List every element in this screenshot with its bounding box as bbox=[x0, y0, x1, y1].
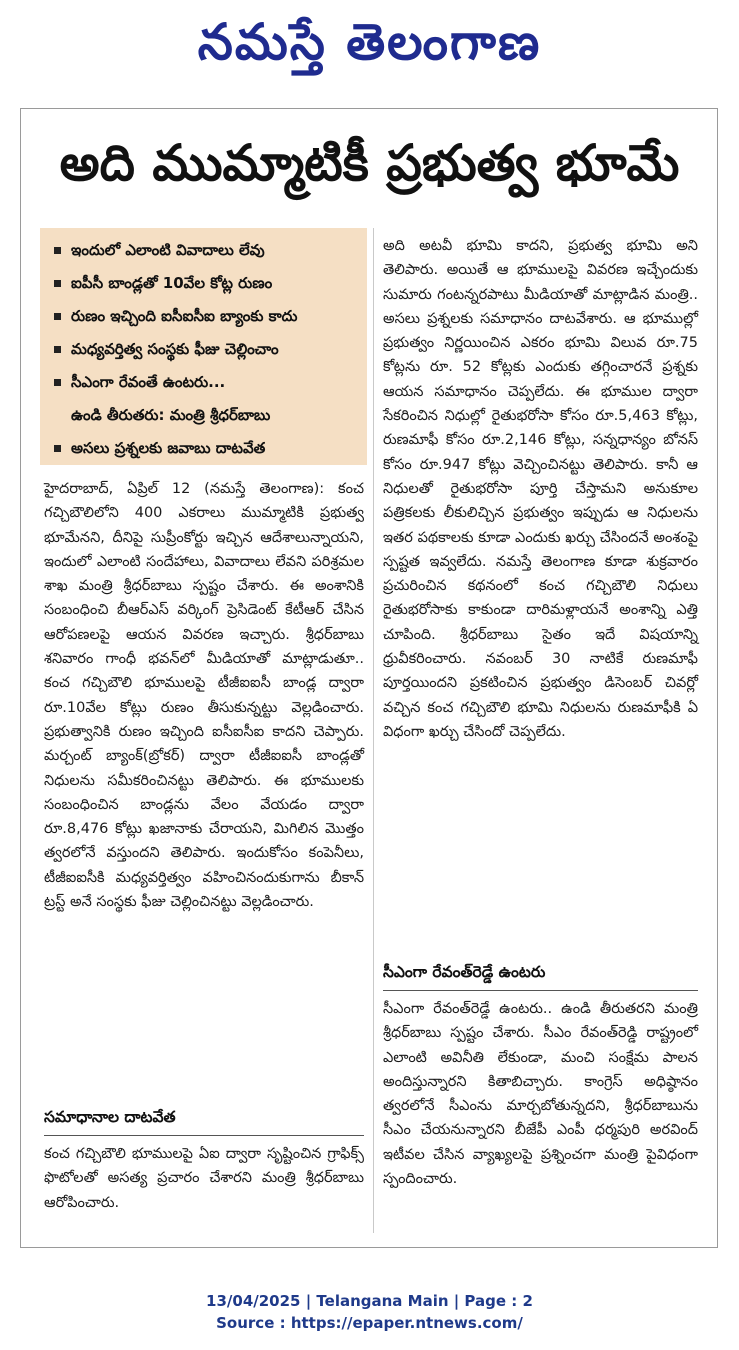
bullet-icon bbox=[54, 313, 61, 320]
right-column-subsection bbox=[383, 958, 698, 1191]
highlight-item: ఐపీసీ బాండ్లతో 10వేల కోట్ల రుణం bbox=[54, 267, 357, 300]
sub2-body-paragraph: సీఎంగా రేవంత్‌రెడ్డే ఉంటరు.. ఉండి తీరుతరని మంత్రి శ్రీధర్‌బాబు స్పష్టం చేశారు. సీఎం రేవంత్‌రెడ్డి రాష్ట్రంలో ఎలాంటి అవినీతి లేకుండా, మంచి సంక్షేమ పాలన అందిస్తున్నారని కితాబిచ్చారు. కాంగ్రెస్ అధిష్ఠానం త్వరలోనే సీఎంను మార్చబోతున్నదని, శ్రీధర్‌బాబును సీఎం చేయనున్నారని బీజేపీ ఎంపీ ధర్మపురి అరవింద్ ఇటీవల చేసిన వ్యాఖ్యలపై ప్రశ్నించగా మంత్రి పైవిధంగా స్పందించారు. bbox=[383, 1001, 698, 1188]
highlight-item: రుణం ఇచ్చింది ఐసీఐసీఐ బ్యాంకు కాదు bbox=[54, 300, 357, 333]
highlight-item: సీఎంగా రేవంతే ఉంటరు... bbox=[54, 366, 357, 399]
article-headline: అది ముమ్మాటికీ ప్రభుత్వ భూమే bbox=[59, 134, 680, 192]
newspaper-masthead: నమస్తే తెలంగాణ bbox=[197, 13, 542, 71]
footer-date-edition: 13/04/2025 | Telangana Main | Page : 2 bbox=[206, 1292, 533, 1310]
bullet-icon bbox=[54, 280, 61, 287]
highlight-item-continuation: ఉండి తీరుతరు: మంత్రి శ్రీధర్‌బాబు bbox=[71, 406, 271, 424]
highlights-box bbox=[40, 228, 367, 465]
highlight-item: అసలు ప్రశ్నలకు జవాబు దాటవేత bbox=[54, 432, 357, 465]
right-body-paragraph: అది అటవీ భూమి కాదని, ప్రభుత్వ భూమి అని తెలిపారు. అయితే ఆ భూములపై వివరణ ఇచ్చేందుకు సుమారు గంటన్నరపాటు మీడియాతో మాట్లాడిన మంత్రి.. అసలు ప్రశ్నలకు సమాధానం దాటవేశారు. ఆ భూముల్లో ప్రభుత్వం నిర్ణయించిన ఎకరం భూమి విలువ రూ.75 కోట్లను రూ. 52 కోట్లకు ఎందుకు తగ్గించారనే ప్రశ్నకు ఆయన సమాధానం చెప్పలేదు. ఈ భూముల ద్వారా సేకరించిన నిధుల్లో రైతుభరోసా కోసం రూ.5,463 కోట్లు, రుణమాఫీ కోసం రూ.2,146 కోట్లు, సన్నధాన్యం బోనస్ కోసం రూ.947 కోట్లు వెచ్చించినట్టు తెలిపారు. కానీ ఆ నిధులతో రైతుభరోసా పూర్తి చేస్తామని అనుకూల పత్రికలకు లీకులిచ్చిన ప్రభుత్వం ఇప్పుడు ఆ నిధులను ఇతర పథకాలకు కూడా ఎందుకు ఖర్చు చేసిందనే అంశంపై స్పష్టత ఇవ్వలేదు. నమస్తే తెలంగాణ కూడా శుక్రవారం ప్రచురించిన కథనంలో కంచ గచ్చిబౌలి నిధులు రైతుభరోసాకు కాకుండా దారిమళ్లాయనే అంశాన్ని ఎత్తి చూపింది. శ్రీధర్‌బాబు సైతం ఇదే విషయాన్ని ధ్రువీకరించారు. నవంబర్ 30 నాటికే రుణమాఫీ పూర్తయిందని ప్రకటించిన ప్రభుత్వం డిసెంబర్ చివర్లో వచ్చిన కంచ గచ్చిబౌలి భూమి నిధులను రుణమాఫీకి ఏ విధంగా ఖర్చు చేసిందో చెప్పలేదు. bbox=[383, 238, 698, 740]
left-body-paragraph: హైదరాబాద్, ఏప్రిల్ 12 (నమస్తే తెలంగాణ): కంచ గచ్చిబౌలిలోని 400 ఎకరాలు ముమ్మాటికి ప్రభుత్వ భూమేనని, దీనిపై సుప్రీంకోర్టు ఇచ్చిన ఆదేశాలున్నాయని, ఇందులో ఎలాంటి సందేహాలు, వివాదాలు లేవని పరిశ్రమల శాఖ మంత్రి శ్రీధర్‌బాబు స్పష్టం చేశారు. ఈ అంశానికి సంబంధించి బీఆర్‌ఎస్ వర్కింగ్ ప్రెసిడెంట్ కేటీఆర్ చేసిన ఆరోపణలపై ఆయన వివరణ ఇచ్చారు. శ్రీధర్‌బాబు శనివారం గాంధీ భవన్‌లో మీడియాతో మాట్లాడుతూ.. కంచ గచ్చిబౌలి భూములపై టీజీఐఐసీ బాండ్ల ద్వారా రూ.10వేల కోట్లు రుణం తీసుకున్నట్టు వెల్లడించారు. ప్రభుత్వానికి రుణం ఇచ్చింది ఐసీఐసీఐ కాదని చెప్పారు. మర్చంట్ బ్యాంక్(బ్రోకర్) ద్వారా టీజీఐఐసీ బాండ్లతో నిధులను సమీకరించినట్టు తెలిపారు. ఈ భూములకు సంబంధించిన బాండ్లను వేలం వేయడం ద్వారా రూ.8,476 కోట్లు ఖజానాకు చేరాయని, మిగిలిన మొత్తం త్వరలోనే వస్తుందని తెలిపారు. ఇందుకోసం కంపెనీలు, టీజీఐఐసీకి మధ్యవర్తిత్వం వహించినందుకుగాను బీకాన్ ట్రస్ట్ అనే సంస్థకు ఫీజు చెల్లించినట్టు వెల్లడించారు. bbox=[44, 481, 364, 911]
footer-source: Source : https://epaper.ntnews.com/ bbox=[216, 1314, 523, 1332]
highlight-item: మధ్యవర్తిత్వ సంస్థకు ఫీజు చెల్లించాం bbox=[54, 333, 357, 366]
subheading-cm: సీఎంగా రేవంత్‌రెడ్డే ఉంటరు bbox=[383, 958, 698, 991]
right-column-body bbox=[383, 234, 698, 744]
highlight-item: ఇందులో ఎలాంటి వివాదాలు లేవు bbox=[54, 234, 357, 267]
column-divider bbox=[373, 228, 374, 1233]
sub1-body-paragraph: కంచ గచ్చిబౌలి భూములపై ఏఐ ద్వారా సృష్టించిన గ్రాఫిక్స్ ఫొటోలతో అసత్య ప్రచారం చేశారని మంత్రి శ్రీధర్‌బాబు ఆరోపించారు. bbox=[44, 1146, 364, 1211]
left-column-body bbox=[44, 477, 364, 914]
bullet-icon bbox=[54, 346, 61, 353]
bullet-icon bbox=[54, 247, 61, 254]
left-column-subsection bbox=[44, 1103, 364, 1215]
bullet-icon bbox=[54, 379, 61, 386]
subheading-evasion: సమాధానాల దాటవేత bbox=[44, 1103, 364, 1136]
bullet-icon bbox=[54, 445, 61, 452]
